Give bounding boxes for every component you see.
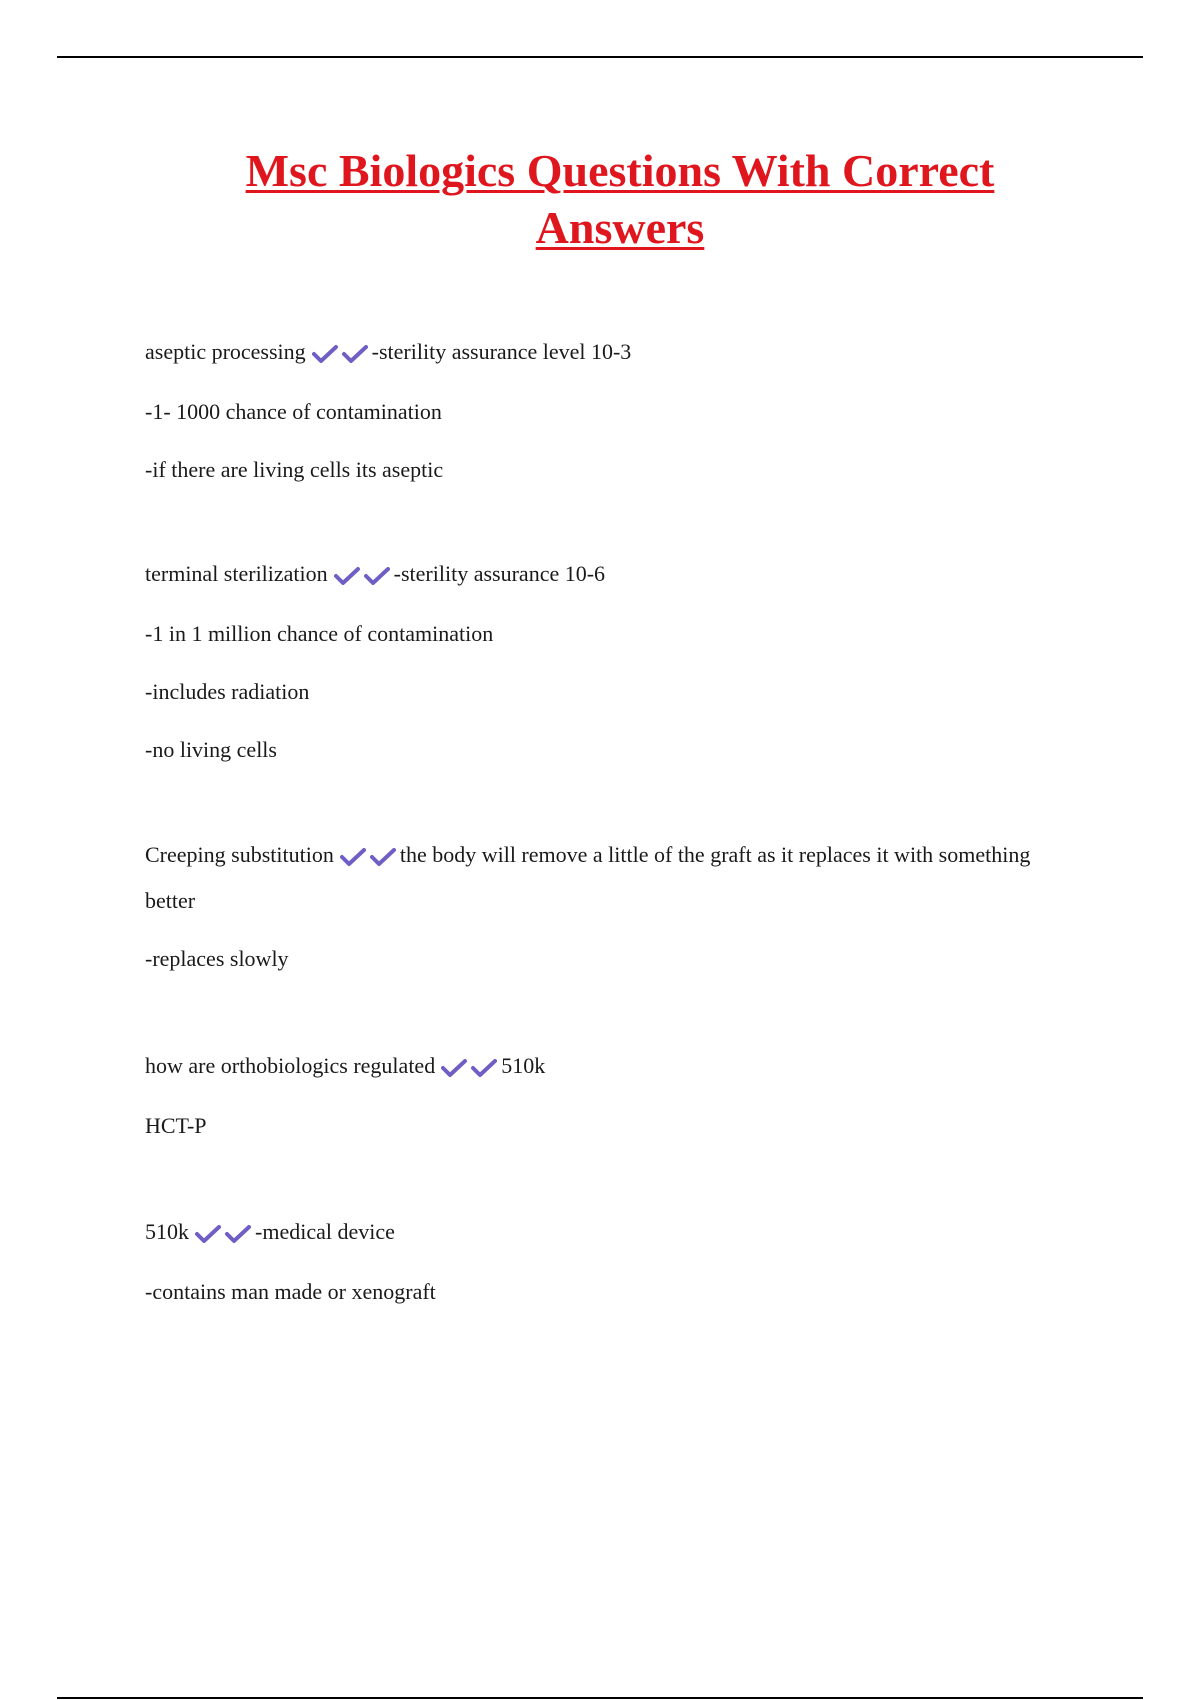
- qa-list: [145, 330, 1045, 1372]
- answer-text: -sterility assurance level 10-3: [371, 339, 632, 364]
- question-line: [145, 1210, 1045, 1256]
- double-check-icon: [340, 833, 396, 877]
- question-text: how are orthobiologics regulated: [145, 1052, 436, 1078]
- qa-item: [145, 330, 1045, 492]
- answer-line: -if there are living cells its aseptic: [145, 456, 444, 482]
- answer-line: -no living cells: [145, 736, 277, 762]
- answer-line: -includes radiation: [145, 678, 310, 704]
- double-check-icon: [334, 552, 390, 596]
- qa-item: [145, 1044, 1045, 1148]
- answer-line: -contains man made or xenograft: [145, 1278, 436, 1304]
- question-text: 510k: [145, 1218, 189, 1244]
- answer-text: -sterility assurance 10-6: [393, 560, 606, 586]
- answer-line: -replaces slowly: [145, 945, 289, 971]
- answer-text: 510k: [501, 1052, 546, 1078]
- double-check-icon: [441, 1044, 497, 1088]
- question-line: [145, 1044, 1045, 1090]
- double-check-icon: [312, 330, 368, 374]
- question-line: [145, 552, 1045, 598]
- answer-text: the body will remove a little of the graft as it replaces it with something better: [145, 841, 1031, 913]
- bottom-rule: [57, 1697, 1143, 1699]
- top-rule: [57, 56, 1143, 58]
- answer-text: -medical device: [255, 1218, 395, 1244]
- question-text: Creeping substitution: [145, 841, 334, 867]
- double-check-icon: [195, 1210, 251, 1254]
- qa-item: [145, 552, 1045, 772]
- qa-item: [145, 833, 1045, 981]
- qa-item: [145, 1210, 1045, 1314]
- answer-line: HCT-P: [145, 1112, 207, 1138]
- answer-line: -1 in 1 million chance of contamination: [145, 620, 494, 646]
- answer-line: -1- 1000 chance of contamination: [145, 398, 442, 424]
- question-text: terminal sterilization: [145, 560, 328, 586]
- question-line: [145, 330, 1045, 376]
- document-title: Msc Biologics Questions With Correct Answers: [245, 145, 995, 253]
- question-text: aseptic processing: [145, 339, 306, 364]
- question-line: [145, 833, 1045, 923]
